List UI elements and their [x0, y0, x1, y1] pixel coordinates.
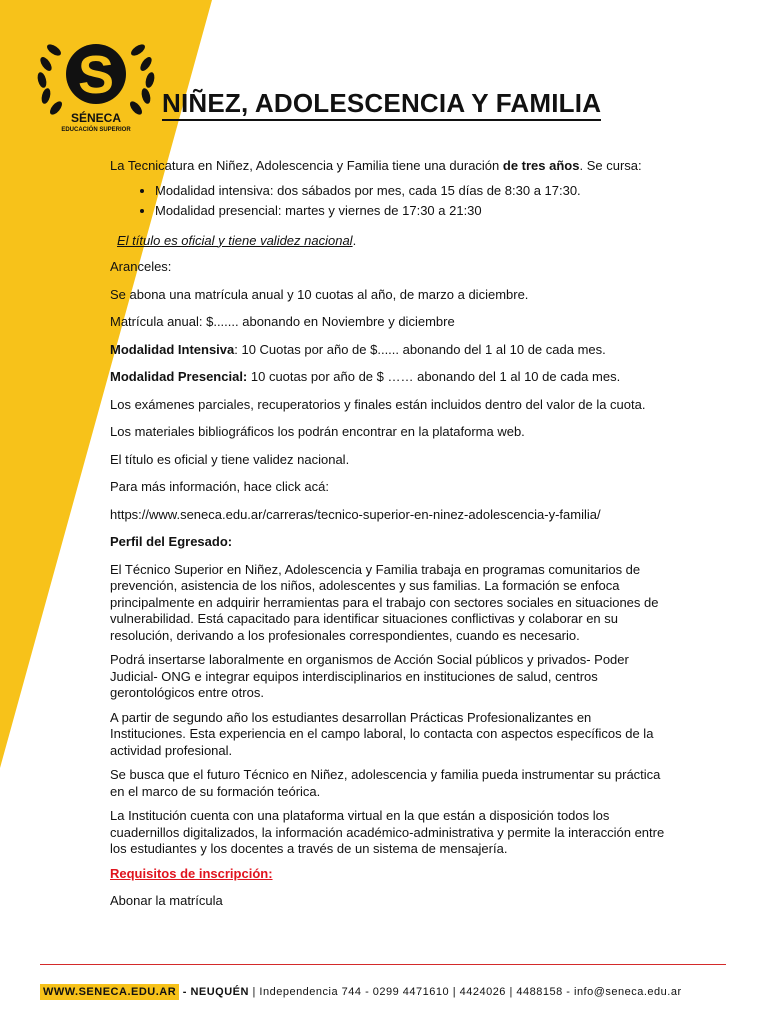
footer-contact: [40, 986, 682, 998]
footer-city: - NEUQUÉN: [179, 986, 249, 998]
oficial-text: El título es oficial y tiene validez nacional: [117, 232, 353, 248]
career-link[interactable]: https://www.seneca.edu.ar/carreras/tecnico-superior-en-ninez-adolescencia-y-familia/: [110, 506, 601, 522]
intro-tail: . Se cursa:: [579, 158, 642, 173]
logo-tagline: EDUCACIÓN SUPERIOR: [61, 127, 131, 133]
examenes-note: Los exámenes parciales, recuperatorios y finales están incluidos dentro del valor de la cuota.: [110, 396, 646, 412]
perfil-paragraph: Se busca que el futuro Técnico en Niñez, adolescencia y familia pueda instrumentar su práctica en el marco de su formación teórica.: [110, 767, 661, 799]
presencial-text: 10 cuotas por año de $ …… abonando del 1 al 10 de cada mes.: [247, 369, 621, 384]
intensiva-text: : 10 Cuotas por año de $...... abonando del 1 al 10 de cada mes.: [234, 341, 606, 357]
oficial-tail: .: [352, 232, 357, 248]
perfil-heading: Perfil del Egresado:: [110, 534, 233, 549]
presencial-label: Modalidad Presencial:: [110, 369, 248, 384]
titulo-note: El título es oficial y tiene validez nacional.: [110, 451, 350, 467]
list-item: • Modalidad intensiva: dos sábados por mes, cada 15 días de 8:30 a 17:30.: [155, 183, 670, 200]
footer-divider: [40, 964, 726, 965]
aranceles-heading: Aranceles:: [110, 259, 172, 274]
intro-paragraph: [110, 158, 670, 175]
materiales-note: Los materiales bibliográficos los podrán encontrar en la plataforma web.: [110, 424, 525, 439]
intro-duration: de tres años: [502, 158, 580, 173]
matricula-anual: Matrícula anual: $....... abonando en Noviembre y diciembre: [110, 314, 455, 329]
footer-details: | Independencia 744 - 0299 4471610 | 4424026 | 4488158 - info@seneca.edu.ar: [248, 986, 682, 998]
requisitos-item: Abonar la matrícula: [110, 893, 223, 908]
modalidad-intensiva-cuotas: [110, 342, 670, 359]
perfil-paragraph: El Técnico Superior en Niñez, Adolescencia y Familia trabaja en programas comunitarios de prevención, asistencia de los niños, adolescentes y sus familias. La formación se enfoca principalmente en adquirir herramientas para el trabajo con sectores sociales en situaciones de vulnerabilidad. Está capacitado para identificar situaciones conflictivas y colaborar en su resolución, derivando a los profesionales correspondientes, cuando es necesario.: [110, 561, 659, 643]
modalidades-list: [110, 183, 670, 220]
intro-text: La Tecnicatura en Niñez, Adolescencia y Familia tiene una duración: [110, 158, 503, 173]
requisitos-heading: Requisitos de inscripción:: [110, 865, 273, 881]
matricula-info: Se abona una matrícula anual y 10 cuotas al año, de marzo a diciembre.: [110, 286, 529, 302]
perfil-paragraph: A partir de segundo año los estudiantes desarrollan Prácticas Profesionalizantes en Instituciones. Esta experiencia en el campo laboral, lo contacta con aspectos específicos de la actividad profesional.: [110, 709, 654, 758]
perfil-paragraph: La Institución cuenta con una plataforma virtual en la que están a disposición todos los cuadernillos digitalizados, la información académico-administrativa y permite la interacción entre los estudiantes y los docentes a través de un sistema de mensajería.: [110, 808, 665, 856]
page-title: NIÑEZ, ADOLESCENCIA Y FAMILIA: [162, 88, 601, 121]
seneca-logo: [34, 34, 158, 134]
document-body: [110, 158, 670, 921]
oficial-note: [117, 233, 670, 250]
list-item: • Modalidad presencial: martes y viernes de 17:30 a 21:30: [155, 203, 670, 220]
logo-letter: S: [77, 45, 115, 105]
footer-website-link[interactable]: WWW.SENECA.EDU.AR: [40, 984, 179, 1000]
intensiva-label: Modalidad Intensiva: [110, 341, 235, 357]
logo-name: SÉNECA: [70, 111, 122, 125]
mas-info-text: Para más información, hace click acá:: [110, 479, 329, 494]
modalidad-presencial-cuotas: [110, 369, 670, 386]
perfil-paragraph: Podrá insertarse laboralmente en organismos de Acción Social públicos y privados- Poder Judicial- ONG e integrar equipos interdisciplinarios en instituciones de salud, centros gerontológicos entre otros.: [110, 652, 629, 700]
